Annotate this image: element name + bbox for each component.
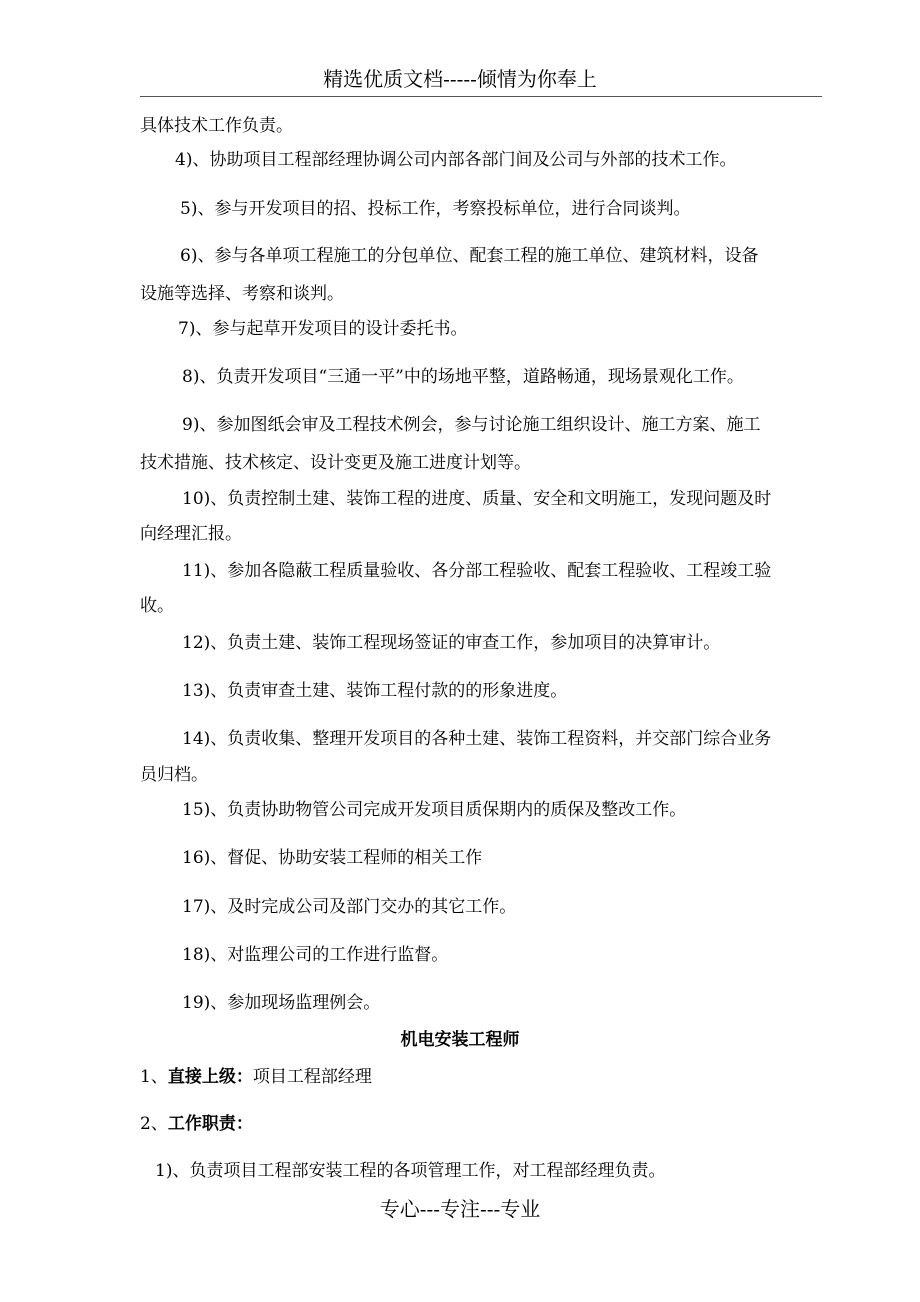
item-10-line-2: 向经理汇报。	[140, 524, 242, 544]
duty-1: 1)、负责项目工程部安装工程的各项管理工作，对工程部经理负责。	[155, 1161, 666, 1181]
item-19: 19)、参加现场监理例会。	[182, 993, 381, 1013]
page-footer: 专心---专注---专业	[379, 1197, 541, 1221]
duties-number: 2、	[140, 1114, 168, 1134]
item-7: 7)、参与起草开发项目的设计委托书。	[178, 319, 468, 339]
item-6-line-2: 设施等选择、考察和谈判。	[140, 284, 344, 304]
item-5: 5)、参与开发项目的招、投标工作，考察投标单位，进行合同谈判。	[180, 199, 691, 219]
item-13: 13)、负责审查土建、装饰工程付款的的形象进度。	[182, 681, 568, 701]
item-6-line-1: 6)、参与各单项工程施工的分包单位、配套工程的施工单位、建筑材料，设备	[180, 246, 759, 266]
item-11-line-1: 11)、参加各隐蔽工程质量验收、各分部工程验收、配套工程验收、工程竣工验	[182, 561, 772, 581]
item-8: 8)、负责开发项目“三通一平”中的场地平整，道路畅通，现场景观化工作。	[182, 367, 744, 387]
item-10-line-1: 10)、负责控制土建、装饰工程的进度、质量、安全和文明施工，发现问题及时	[182, 489, 772, 509]
direct-superior-label: 直接上级：	[167, 1067, 253, 1087]
item-9-line-1: 9)、参加图纸会审及工程技术例会，参与讨论施工组织设计、施工方案、施工	[182, 415, 761, 435]
duties-label: 工作职责：	[167, 1114, 253, 1134]
item-4: 4)、协助项目工程部经理协调公司内部各部门间及公司与外部的技术工作。	[175, 150, 737, 170]
direct-superior-value: 项目工程部经理	[252, 1067, 372, 1087]
item-14-line-2: 员归档。	[140, 765, 208, 785]
item-12: 12)、负责土建、装饰工程现场签证的审查工作，参加项目的决算审计。	[182, 633, 721, 653]
item-16: 16)、督促、协助安装工程师的相关工作	[182, 848, 483, 868]
item-15: 15)、负责协助物管公司完成开发项目质保期内的质保及整改工作。	[182, 800, 687, 820]
direct-superior-line	[140, 1066, 372, 1088]
item-11-line-2: 收。	[140, 596, 174, 616]
item-9-line-2: 技术措施、技术核定、设计变更及施工进度计划等。	[140, 453, 531, 473]
section-title: 机电安装工程师	[400, 1030, 520, 1050]
item-14-line-1: 14)、负责收集、整理开发项目的各种土建、装饰工程资料，并交部门综合业务	[182, 729, 772, 749]
continuation-line: 具体技术工作负责。	[140, 116, 293, 136]
duties-line	[140, 1113, 253, 1135]
item-17: 17)、及时完成公司及部门交办的其它工作。	[182, 897, 517, 917]
header-rule	[140, 96, 822, 97]
page-header: 精选优质文档-----倾情为你奉上	[323, 67, 597, 91]
item-18: 18)、对监理公司的工作进行监督。	[182, 945, 449, 965]
direct-superior-number: 1、	[140, 1067, 168, 1087]
